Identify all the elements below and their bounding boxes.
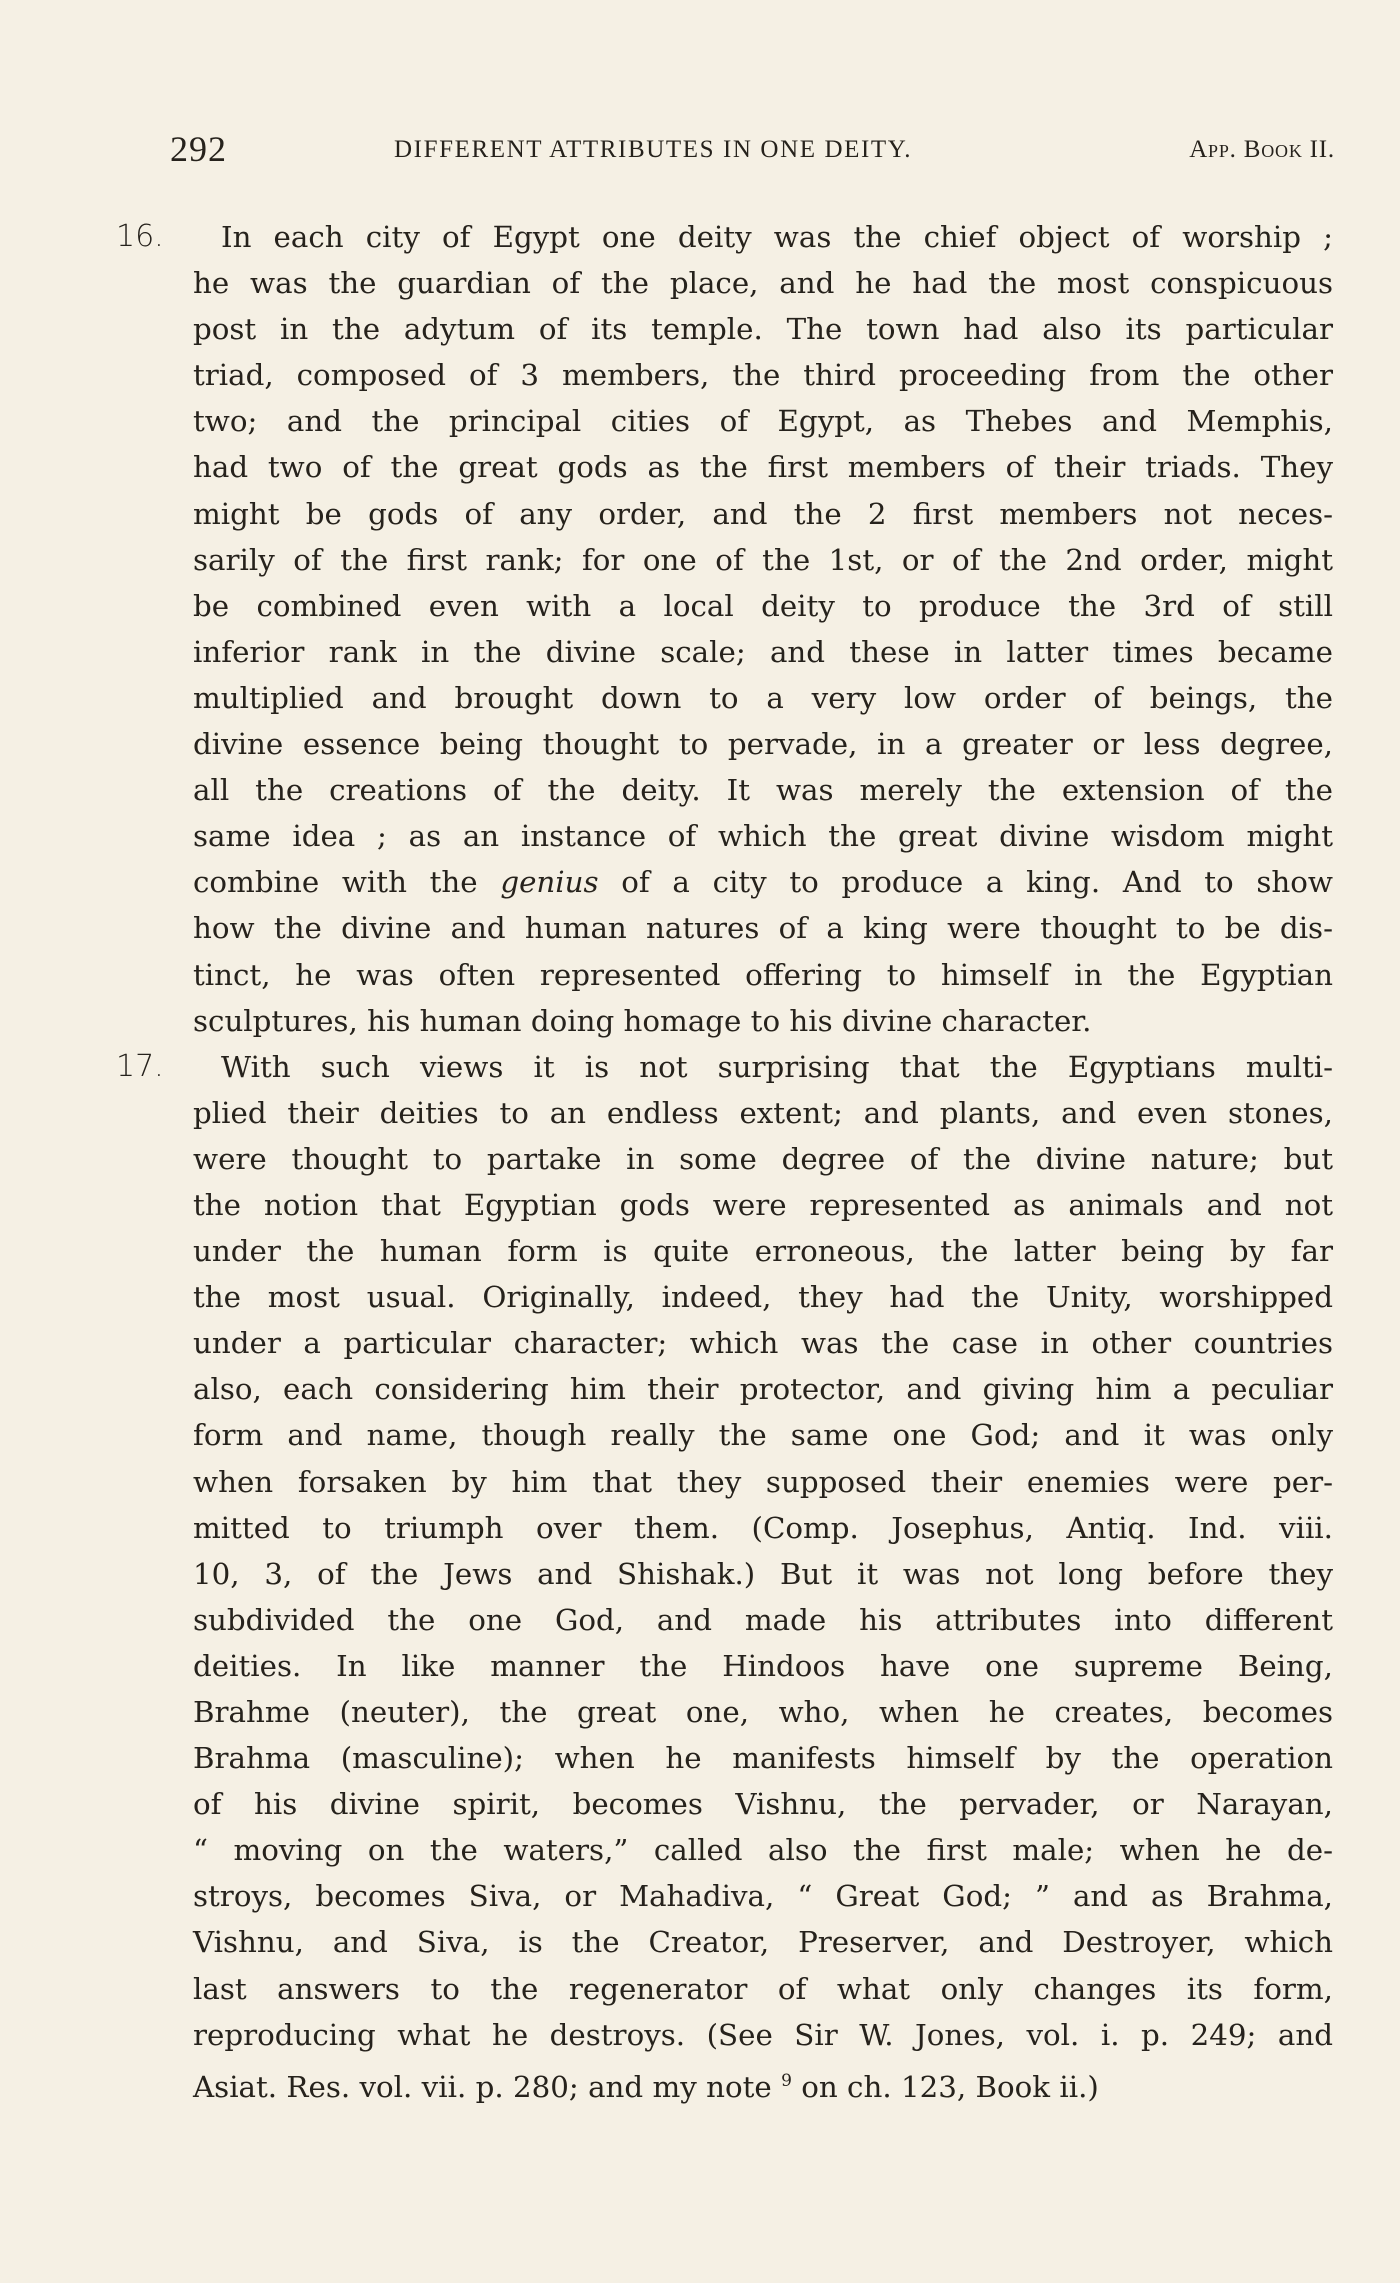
text-line: how the divine and human natures of a king were thought to be dis- xyxy=(193,911,1333,946)
body-text xyxy=(116,214,1333,2104)
book-reference: App. Book II. xyxy=(1189,136,1335,163)
text-line: last answers to the regenerator of what only changes its form, xyxy=(193,1971,1333,2006)
text-line: triad, composed of 3 members, the third proceeding from the other xyxy=(193,358,1333,393)
text-line: deities. In like manner the Hindoos have one supreme Being, xyxy=(193,1648,1333,1683)
text-segment: on ch. 123, Book ii.) xyxy=(801,2069,1099,2104)
text-line: the most usual. Originally, indeed, they had the Unity, worshipped xyxy=(193,1280,1333,1315)
text-line: form and name, though really the same one God; and it was only xyxy=(193,1418,1333,1453)
text-line: all the creations of the deity. It was merely the extension of the xyxy=(193,773,1333,808)
text-line: under the human form is quite erroneous, the latter being by far xyxy=(193,1234,1333,1269)
text-line: when forsaken by him that they supposed their enemies were per- xyxy=(193,1464,1333,1499)
text-line: sarily of the first rank; for one of the 1st, or of the 2nd order, might xyxy=(193,542,1333,577)
text-line: tinct, he was often represented offering to himself in the Egyptian xyxy=(193,957,1333,992)
text-line: two; and the principal cities of Egypt, as Thebes and Memphis, xyxy=(193,404,1333,439)
text-line-with-footnote xyxy=(193,2058,1333,2104)
text-line: were thought to partake in some degree of the divine nature; but xyxy=(193,1141,1333,1176)
paragraph-16 xyxy=(116,214,1333,1044)
text-line: might be gods of any order, and the 2 first members not neces- xyxy=(193,496,1333,531)
text-line: be combined even with a local deity to produce the 3rd of still xyxy=(193,588,1333,623)
paragraph-number: 17. xyxy=(116,1048,164,1084)
text-line: plied their deities to an endless extent; and plants, and even stones, xyxy=(193,1095,1333,1130)
text-line: the notion that Egyptian gods were represented as animals and not xyxy=(193,1187,1333,1222)
text-line: mitted to triumph over them. (Comp. Josephus, Antiq. Ind. viii. xyxy=(193,1510,1333,1545)
text-line: Vishnu, and Siva, is the Creator, Preserver, and Destroyer, which xyxy=(193,1925,1333,1960)
paragraph-number: 16. xyxy=(116,219,164,254)
page-header xyxy=(170,128,1335,178)
text-line: reproducing what he destroys. (See Sir W. Jones, vol. i. p. 249; and xyxy=(193,2017,1333,2052)
text-line: inferior rank in the divine scale; and these in latter times became xyxy=(193,634,1333,669)
text-line: divine essence being thought to pervade, in a greater or less degree, xyxy=(193,727,1333,762)
text-line: 10, 3, of the Jews and Shishak.) But it was not long before they xyxy=(193,1556,1333,1591)
italic-word: genius xyxy=(500,865,599,900)
text-line: post in the adytum of its temple. The town had also its particular xyxy=(193,312,1333,347)
page-number: 292 xyxy=(170,129,227,169)
running-head: DIFFERENT ATTRIBUTES IN ONE DEITY. xyxy=(394,136,913,163)
text-line: stroys, becomes Siva, or Mahadiva, “ Great God; ” and as Brahma, xyxy=(193,1879,1333,1914)
text-line: Brahma (masculine); when he manifests himself by the operation xyxy=(193,1741,1333,1776)
text-segment: of a city to produce a king. And to show xyxy=(621,865,1333,900)
text-line: subdivided the one God, and made his attributes into different xyxy=(193,1602,1333,1637)
text-line: same idea ; as an instance of which the great divine wisdom might xyxy=(193,819,1333,854)
text-line-with-italic xyxy=(193,859,1333,905)
text-line: Brahme (neuter), the great one, who, when he creates, becomes xyxy=(193,1695,1333,1729)
text-line: had two of the great gods as the first members of their triads. They xyxy=(193,450,1333,485)
text-line: “ moving on the waters,” called also the first male; when he de- xyxy=(193,1833,1333,1868)
text-line: he was the guardian of the place, and he had the most conspicuous xyxy=(193,266,1333,301)
text-line: of his divine spirit, becomes Vishnu, the pervader, or Narayan, xyxy=(193,1787,1333,1822)
text-line: also, each considering him their protector, and giving him a peculiar xyxy=(193,1372,1333,1407)
text-line: under a particular character; which was the case in other countries xyxy=(193,1326,1333,1361)
text-segment: Asiat. Res. vol. vii. p. 280; and my note xyxy=(193,2069,772,2104)
footnote-marker: 9 xyxy=(781,2070,792,2091)
text-segment: combine with the xyxy=(193,865,478,900)
paragraph-17 xyxy=(116,1044,1333,2104)
text-line: multiplied and brought down to a very low order of beings, the xyxy=(193,680,1333,715)
text-line: sculptures, his human doing homage to his divine character. xyxy=(193,1003,1092,1038)
text-line: With such views it is not surprising that the Egyptians multi- xyxy=(221,1049,1333,1084)
text-line: In each city of Egypt one deity was the chief object of worship ; xyxy=(221,220,1333,254)
